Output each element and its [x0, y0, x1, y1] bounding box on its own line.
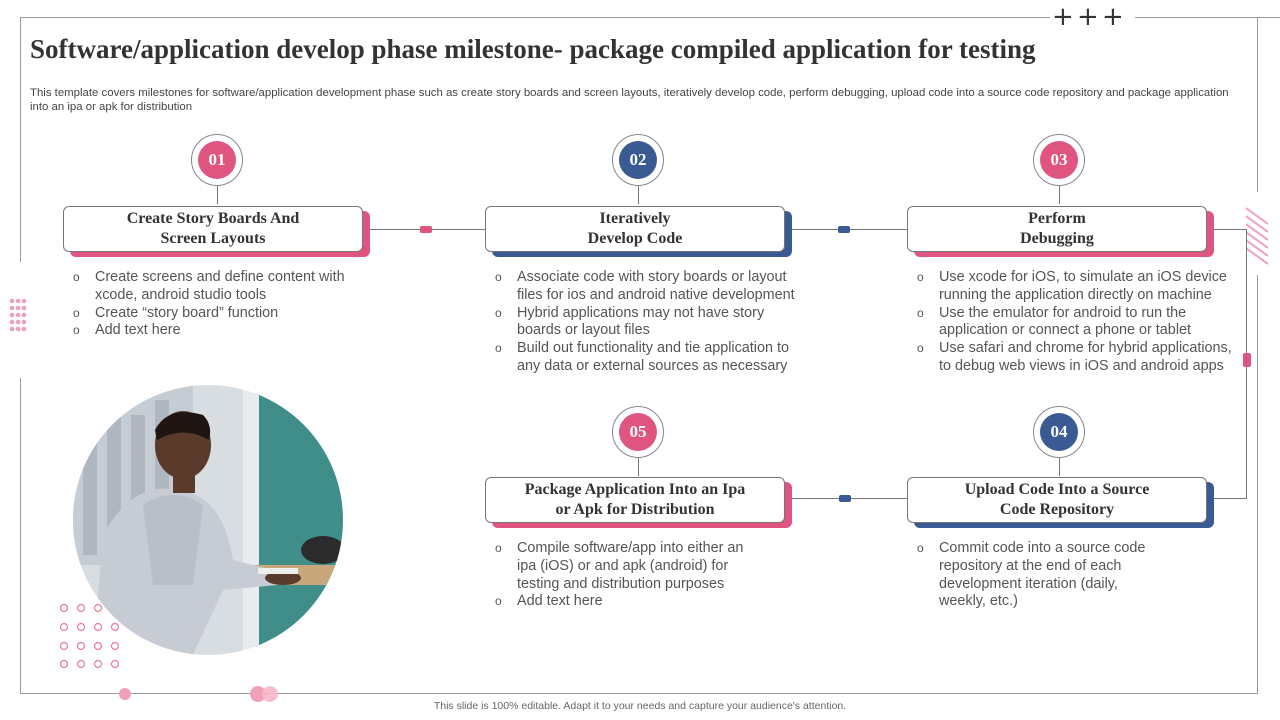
list-item: o Hybrid applications may not have story boards or layout files — [495, 304, 765, 339]
frame-line-right — [1257, 17, 1258, 192]
milestone-title-line: Iteratively — [599, 210, 671, 227]
connector-node — [839, 495, 851, 502]
list-item: o Create “story board” function — [73, 304, 279, 321]
list-item: o Use xcode for iOS, to simulate an iOS device running the application directly on machine — [917, 269, 1227, 303]
list-item: o Use the emulator for android to run the application or connect a phone or tablet — [917, 304, 1192, 339]
milestone-number: 02 — [619, 141, 657, 179]
milestone-title-box — [485, 477, 785, 523]
milestone-number: 03 — [1040, 141, 1078, 179]
connector-node — [1243, 353, 1251, 367]
milestone-number-badge — [1033, 406, 1085, 458]
connector-node — [420, 226, 432, 233]
milestone-title-line: or Apk for Distribution — [555, 501, 715, 518]
dot-grid-decoration — [9, 298, 29, 336]
milestone-title-line: Debugging — [1020, 230, 1094, 247]
milestone-number-badge — [612, 134, 664, 186]
list-item: o Use safari and chrome for hybrid applications, to debug web views in iOS and android apps — [917, 340, 1232, 374]
plus-icon: + — [1102, 2, 1124, 32]
list-item: o Build out functionality and tie application to any data or external sources as necessary — [495, 340, 790, 374]
plus-icon: + — [1052, 2, 1074, 32]
milestone-bullet-list — [917, 269, 1239, 376]
milestone-title-box — [907, 206, 1207, 252]
list-item: o Commit code into a source code repository at the end of each development iteration (daily, weekly, etc.) — [917, 540, 1146, 610]
list-item: o Add text here — [73, 322, 181, 339]
milestone-bullet-list — [495, 540, 755, 611]
businessman-photo — [73, 385, 343, 655]
frame-line-top — [20, 17, 1050, 18]
milestone-title-box — [485, 206, 785, 252]
frame-line-left-lower — [20, 378, 21, 693]
milestone-bullet-list — [917, 540, 1147, 611]
milestone-title-line: Code Repository — [999, 501, 1115, 518]
milestone-bullet-list — [495, 269, 805, 376]
milestone-number-badge — [612, 406, 664, 458]
milestone-title-line: Upload Code Into a Source — [964, 481, 1150, 498]
milestone-title-line: Develop Code — [587, 230, 683, 247]
milestone-stem — [638, 458, 639, 476]
milestone-stem — [217, 186, 218, 204]
milestone-number-badge — [191, 134, 243, 186]
milestone-stem — [1059, 458, 1060, 476]
frame-line-left — [20, 17, 21, 262]
plus-icon: + — [1077, 2, 1099, 32]
milestone-number: 05 — [619, 413, 657, 451]
milestone-stem — [638, 186, 639, 204]
milestone-title-line: Package Application Into an Ipa — [524, 481, 746, 498]
milestone-number: 04 — [1040, 413, 1078, 451]
milestone-title-line: Perform — [1028, 210, 1086, 227]
milestone-stem — [1059, 186, 1060, 204]
milestone-title-line: Screen Layouts — [160, 230, 266, 247]
stripes-decoration — [1246, 206, 1268, 266]
frame-line-right-lower — [1257, 275, 1258, 693]
milestone-title-box — [907, 477, 1207, 523]
page-subtitle: This template covers milestones for software/application development phase such as create story boards and screen layouts, iteratively develop code, perform debugging, upload code into a source code repository and package application into an ipa or apk for distribution — [30, 87, 1229, 113]
milestone-title-line: Create Story Boards And — [126, 210, 300, 227]
connector-line-right-4 — [1209, 498, 1247, 499]
connector-line-3-right — [1209, 229, 1247, 230]
footer-note: This slide is 100% editable. Adapt it to your needs and capture your audience's attention. — [433, 700, 847, 712]
page-title: Software/application develop phase milestone- package compiled application for testing — [30, 34, 1036, 64]
milestone-number-badge — [1033, 134, 1085, 186]
frame-line-top-right — [1135, 17, 1280, 18]
milestone-number: 01 — [198, 141, 236, 179]
milestone-bullet-list — [73, 269, 363, 340]
list-item: o Compile software/app into either an ipa (iOS) or and apk (android) for testing and distribution purposes — [495, 540, 744, 592]
connector-node — [838, 226, 850, 233]
list-item: o Associate code with story boards or layout files for ios and android native development — [495, 269, 795, 303]
list-item: o Create screens and define content with xcode, android studio tools — [73, 269, 345, 303]
list-item: o Add text here — [495, 593, 603, 610]
milestone-title-box — [63, 206, 363, 252]
